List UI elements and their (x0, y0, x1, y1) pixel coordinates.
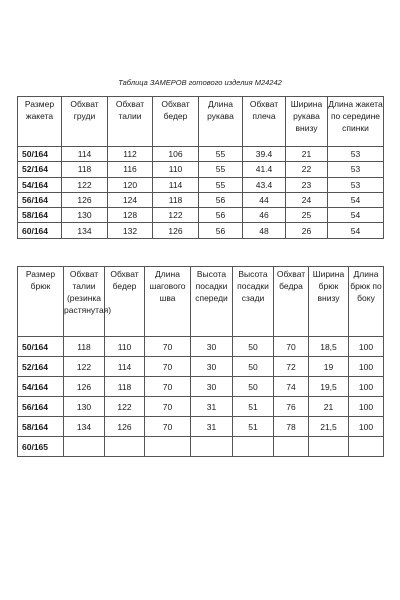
pants-table-body (18, 337, 384, 457)
size-cell: 58/164 (18, 417, 64, 437)
table-cell: 56 (199, 223, 243, 238)
table-cell: 110 (105, 337, 145, 357)
table-cell: 70 (145, 337, 191, 357)
column-header: Размер жакета (18, 97, 62, 147)
column-header: Длина шагового шва (145, 267, 191, 337)
table-row (18, 377, 384, 397)
table-cell: 126 (64, 377, 105, 397)
table-cell: 122 (105, 397, 145, 417)
table-cell: 114 (62, 147, 108, 162)
table-cell: 26 (286, 223, 328, 238)
size-cell: 58/164 (18, 208, 62, 223)
table-cell: 56 (199, 208, 243, 223)
pants-table-header (18, 267, 384, 337)
table-row (18, 337, 384, 357)
table-cell (233, 437, 274, 457)
size-cell: 60/164 (18, 223, 62, 238)
table-cell: 116 (108, 162, 153, 177)
table-cell: 106 (153, 147, 199, 162)
table-cell (309, 437, 349, 457)
table-cell: 118 (62, 162, 108, 177)
table-cell: 44 (243, 192, 286, 207)
table-header-row (18, 97, 384, 147)
table-cell: 112 (108, 147, 153, 162)
size-cell: 50/164 (18, 337, 64, 357)
size-cell: 50/164 (18, 147, 62, 162)
size-cell: 56/164 (18, 192, 62, 207)
column-header: Обхват груди (62, 97, 108, 147)
table-cell: 50 (233, 357, 274, 377)
table-cell: 100 (349, 357, 384, 377)
table-cell: 24 (286, 192, 328, 207)
jacket-table-body (18, 147, 384, 239)
table-row (18, 437, 384, 457)
size-cell: 52/164 (18, 162, 62, 177)
table-row (18, 192, 384, 207)
table-row (18, 223, 384, 238)
table-row (18, 397, 384, 417)
table-cell: 19 (309, 357, 349, 377)
table-cell: 46 (243, 208, 286, 223)
column-header: Размер брюк (18, 267, 64, 337)
table-cell: 110 (153, 162, 199, 177)
table-cell: 70 (145, 397, 191, 417)
column-header: Обхват бедер (153, 97, 199, 147)
column-header: Обхват бедер (105, 267, 145, 337)
table-cell: 126 (62, 192, 108, 207)
column-header: Высота посадки сзади (233, 267, 274, 337)
table-cell: 100 (349, 397, 384, 417)
table-cell: 55 (199, 177, 243, 192)
table-cell: 50 (233, 377, 274, 397)
table-header-row (18, 267, 384, 337)
table-cell: 43.4 (243, 177, 286, 192)
table-row (18, 357, 384, 377)
jacket-measurements-table (17, 96, 384, 239)
table-cell: 70 (145, 417, 191, 437)
table-cell: 39.4 (243, 147, 286, 162)
table-cell: 128 (108, 208, 153, 223)
document-title: Таблица ЗАМЕРОВ готового изделия М24242 (118, 78, 282, 87)
table-cell: 126 (105, 417, 145, 437)
size-cell: 54/164 (18, 377, 64, 397)
pants-measurements-table (17, 266, 384, 457)
table-cell: 122 (64, 357, 105, 377)
table-cell: 132 (108, 223, 153, 238)
table-cell: 54 (328, 223, 384, 238)
table-cell: 30 (191, 377, 233, 397)
column-header: Ширина рукава внизу (286, 97, 328, 147)
table-cell: 51 (233, 417, 274, 437)
size-cell: 56/164 (18, 397, 64, 417)
table-cell: 21 (286, 147, 328, 162)
table-cell: 41.4 (243, 162, 286, 177)
table-cell: 53 (328, 177, 384, 192)
table-cell: 118 (64, 337, 105, 357)
table-cell: 30 (191, 337, 233, 357)
table-cell: 25 (286, 208, 328, 223)
table-cell: 118 (153, 192, 199, 207)
table-cell: 31 (191, 397, 233, 417)
table-cell: 100 (349, 417, 384, 437)
table-row (18, 147, 384, 162)
table-cell: 48 (243, 223, 286, 238)
table-row (18, 177, 384, 192)
column-header: Обхват талии (резинка растянутая) (64, 267, 105, 337)
column-header: Длина рукава (199, 97, 243, 147)
column-header: Обхват талии (108, 97, 153, 147)
table-cell (64, 437, 105, 457)
table-cell: 122 (62, 177, 108, 192)
table-cell: 100 (349, 337, 384, 357)
table-cell: 134 (62, 223, 108, 238)
table-cell: 118 (105, 377, 145, 397)
table-cell: 21 (309, 397, 349, 417)
table-cell: 120 (108, 177, 153, 192)
table-cell: 56 (199, 192, 243, 207)
table-cell: 70 (145, 377, 191, 397)
table-cell: 130 (64, 397, 105, 417)
size-cell: 52/164 (18, 357, 64, 377)
table-cell: 76 (274, 397, 309, 417)
table-cell: 72 (274, 357, 309, 377)
table-row (18, 162, 384, 177)
table-cell: 19,5 (309, 377, 349, 397)
table-cell (274, 437, 309, 457)
column-header: Длина брюк по боку (349, 267, 384, 337)
table-cell: 126 (153, 223, 199, 238)
table-cell: 78 (274, 417, 309, 437)
table-cell: 70 (145, 357, 191, 377)
column-header: Обхват бедра (274, 267, 309, 337)
table-cell: 21,5 (309, 417, 349, 437)
table-cell: 70 (274, 337, 309, 357)
table-cell: 18,5 (309, 337, 349, 357)
column-header: Ширина брюк внизу (309, 267, 349, 337)
column-header: Высота посадки спереди (191, 267, 233, 337)
table-cell: 53 (328, 147, 384, 162)
table-cell: 54 (328, 208, 384, 223)
table-cell (349, 437, 384, 457)
table-row (18, 208, 384, 223)
table-cell (145, 437, 191, 457)
size-cell: 60/165 (18, 437, 64, 457)
table-cell: 31 (191, 417, 233, 437)
size-cell: 54/164 (18, 177, 62, 192)
table-cell: 100 (349, 377, 384, 397)
table-cell: 134 (64, 417, 105, 437)
table-cell: 55 (199, 162, 243, 177)
table-cell: 114 (105, 357, 145, 377)
table-cell: 55 (199, 147, 243, 162)
column-header: Длина жакета по середине спинки (328, 97, 384, 147)
table-cell: 22 (286, 162, 328, 177)
table-cell: 124 (108, 192, 153, 207)
table-cell: 53 (328, 162, 384, 177)
table-cell: 23 (286, 177, 328, 192)
table-cell: 30 (191, 357, 233, 377)
jacket-table-header (18, 97, 384, 147)
table-cell: 74 (274, 377, 309, 397)
table-cell: 114 (153, 177, 199, 192)
table-cell: 54 (328, 192, 384, 207)
table-cell (105, 437, 145, 457)
table-cell: 130 (62, 208, 108, 223)
table-cell (191, 437, 233, 457)
table-row (18, 417, 384, 437)
table-cell: 122 (153, 208, 199, 223)
table-cell: 50 (233, 337, 274, 357)
column-header: Обхват плеча (243, 97, 286, 147)
table-cell: 51 (233, 397, 274, 417)
